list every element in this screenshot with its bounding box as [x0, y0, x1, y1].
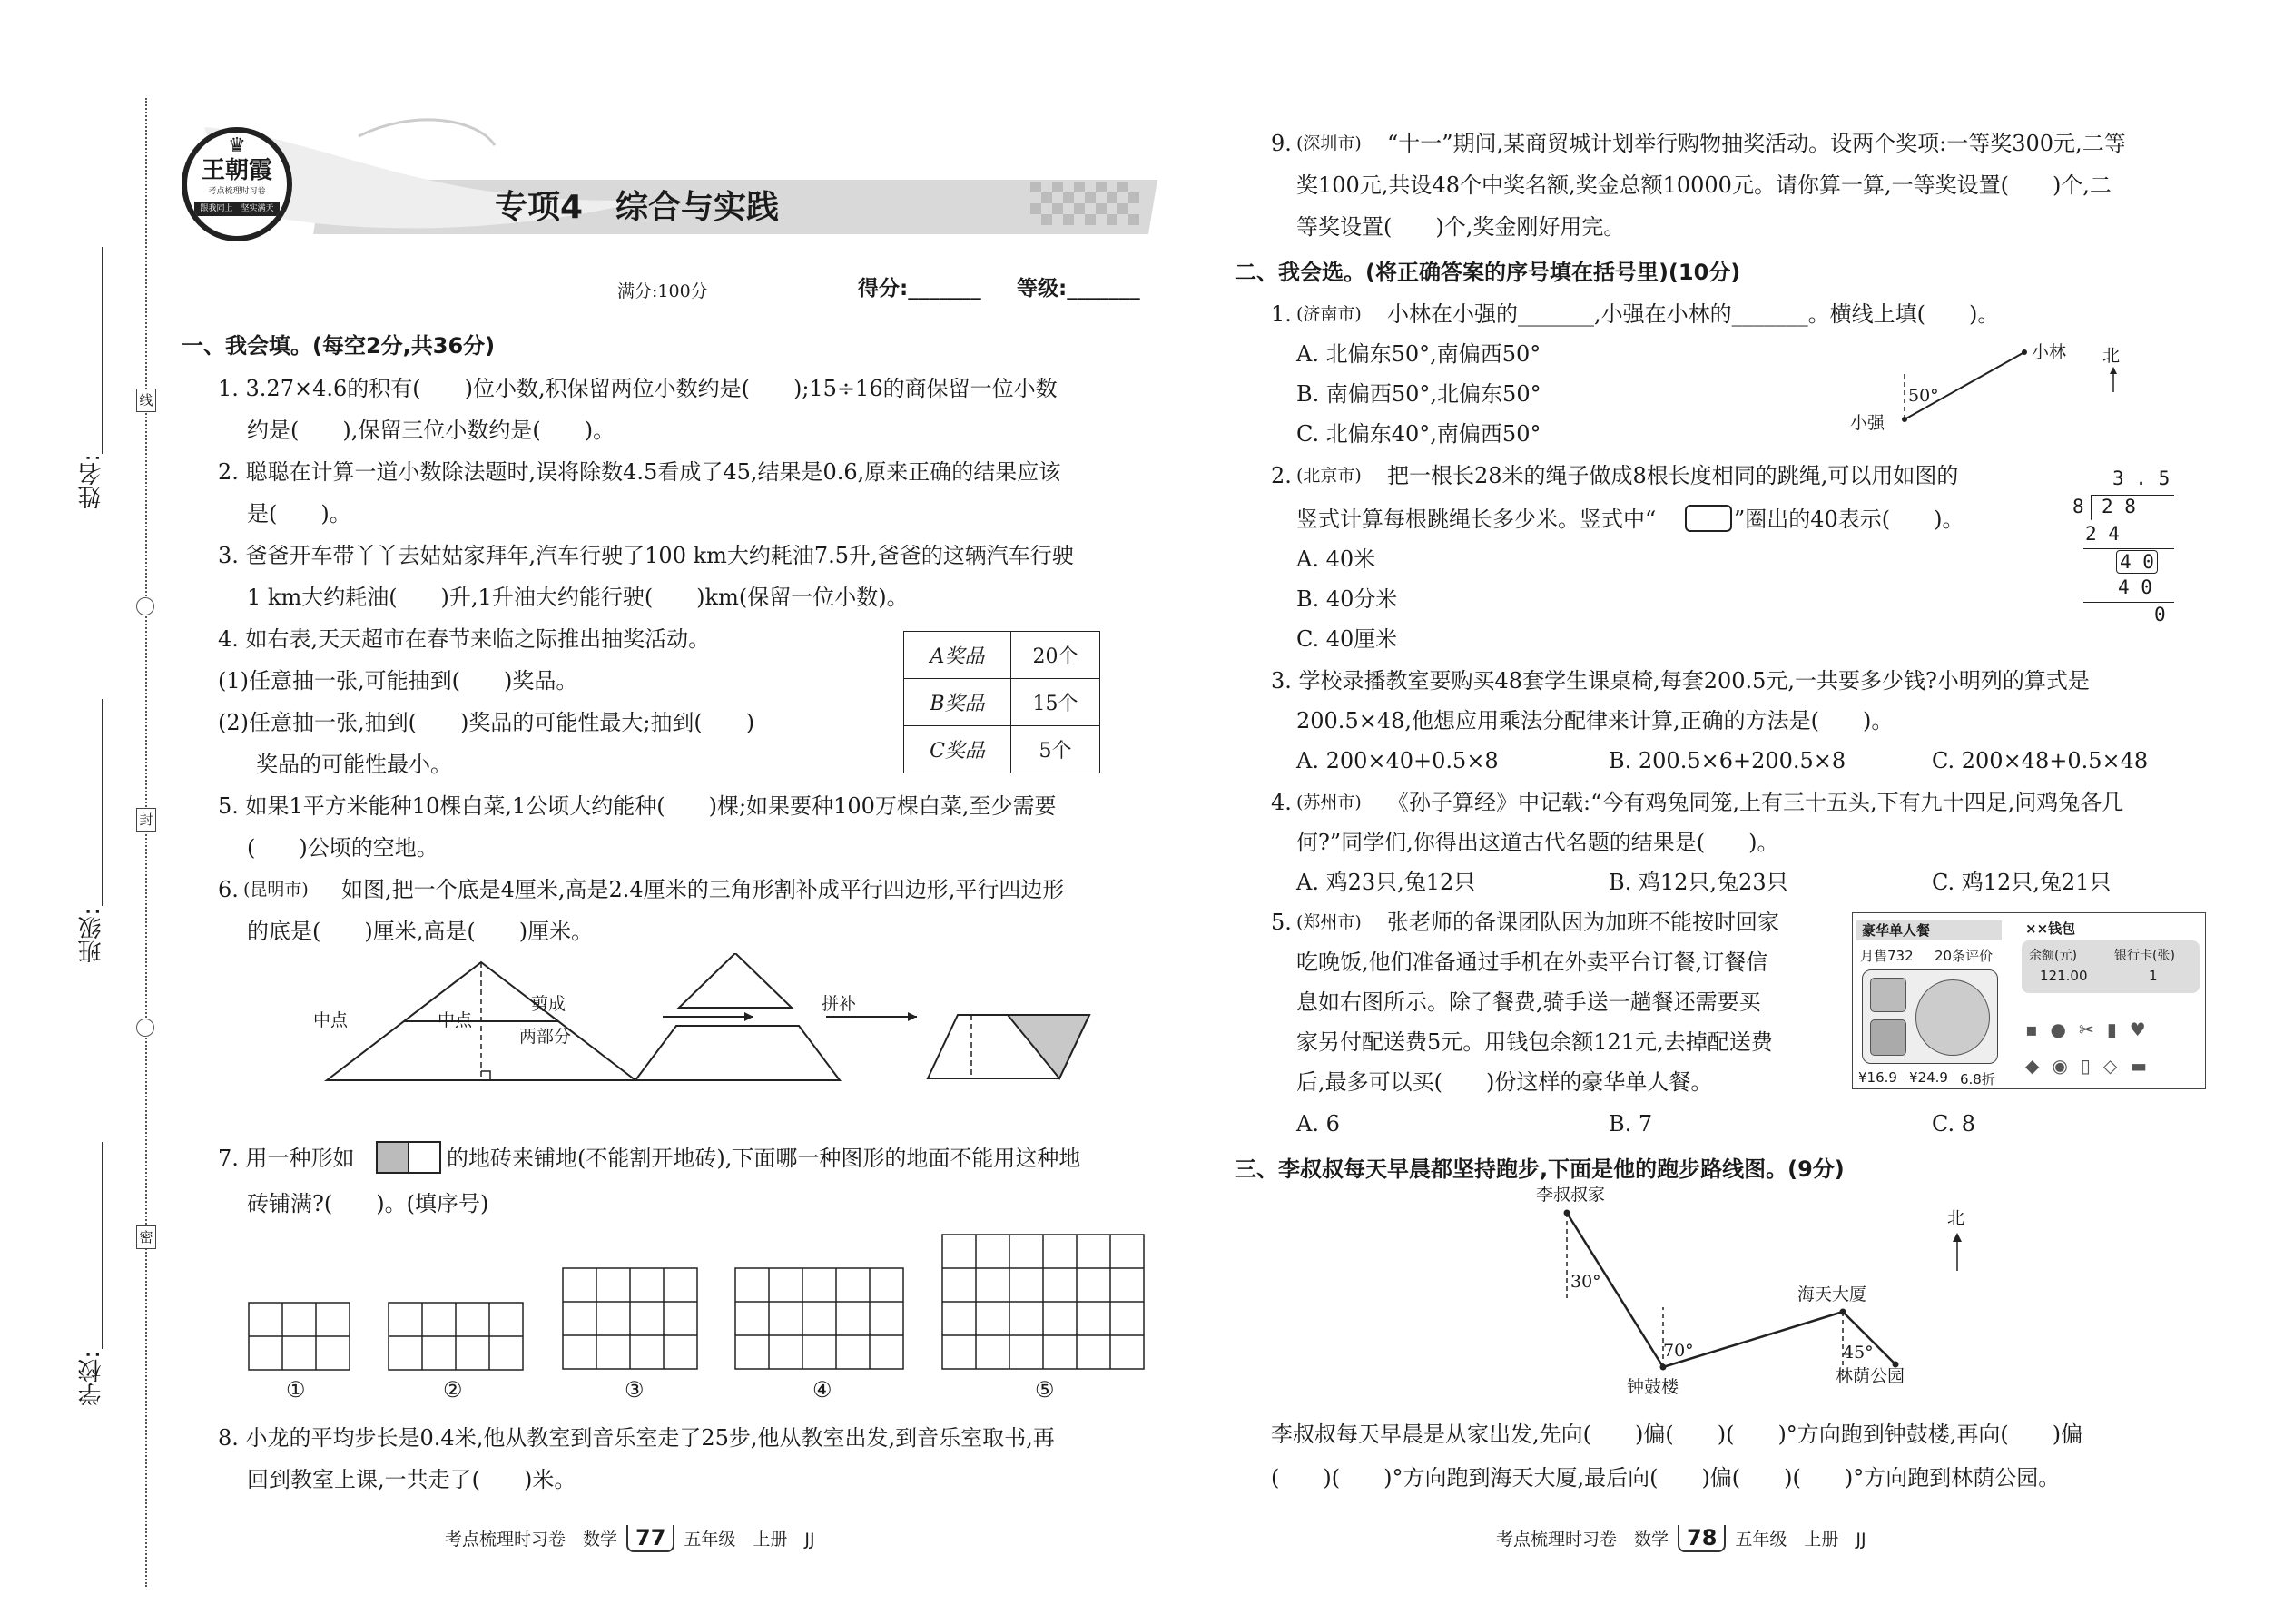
division-zero: 0	[2154, 604, 2166, 625]
section1-title: 一、我会填。(每空2分,共36分)	[182, 333, 496, 359]
q9-line3: 等奖设置( )个,奖金刚好用完。	[1296, 214, 1626, 240]
binding-dotted-line	[145, 98, 147, 1587]
q9-region-tag: (深圳市)	[1296, 133, 1362, 153]
s2-q5-option-b[interactable]: B. 7	[1609, 1111, 1653, 1137]
s1-q7-line1a: 7. 用一种形如	[218, 1146, 355, 1171]
s1-q6-region-tag: (昆明市)	[243, 880, 309, 900]
map-angle-70: 70°	[1663, 1341, 1694, 1361]
s1-q4-line4: 奖品的可能性最小。	[256, 752, 452, 777]
table-row	[904, 632, 1100, 679]
long-division	[2047, 468, 2183, 631]
s1-q6-line1: 如图,把一个底是4厘米,高是2.4厘米的三角形割补成平行四边形,平行四边形	[341, 877, 1065, 902]
meal-discount: 6.8折	[1960, 1071, 1995, 1088]
q9-number: 9.	[1271, 131, 1292, 156]
map-label-home: 李叔叔家	[1536, 1185, 1606, 1205]
s2-q5-option-a[interactable]: A. 6	[1296, 1111, 1340, 1137]
fig1-label-qiang: 小强	[1850, 413, 1885, 433]
balance-value: 121.00	[2040, 968, 2088, 984]
s2-q2-option-a[interactable]: A. 40米	[1296, 546, 1376, 572]
food-app-screenshot	[1852, 912, 2206, 1089]
s2-q4-option-b[interactable]: B. 鸡12只,兔23只	[1609, 870, 1788, 895]
q9-line1: “十一”期间,某商贸城计划举行购物抽奖活动。设两个奖项:一等奖300元,二等	[1387, 131, 2126, 156]
midpoint-label-right: 中点	[438, 1010, 473, 1030]
s3-answer-line2: ( )( )°方向跑到海天大厦,最后向( )偏( )( )°方向跑到林荫公园。	[1271, 1465, 2061, 1491]
map-north: 北	[1947, 1208, 1965, 1228]
grid-label-2: ②	[443, 1377, 463, 1403]
division-dividend: 2 8	[2102, 496, 2136, 517]
s1-q5-line2: ( )公顷的空地。	[247, 835, 438, 861]
s2-q5-region-tag: (郑州市)	[1296, 912, 1362, 932]
s1-q1-line1: 1. 3.27×4.6的积有( )位小数,积保留两位小数约是( );15÷16的商保留一位小数	[218, 376, 1058, 401]
midpoint-label-left: 中点	[313, 1010, 349, 1030]
map-label-park: 林荫公园	[1836, 1366, 1905, 1386]
logo-ribbon: 跟我同上 坚实满天	[194, 202, 280, 216]
s1-q2-line1: 2. 聪聪在计算一道小数除法题时,误将除数4.5看成了45,结果是0.6,原来正确的结果应该	[218, 459, 1061, 485]
logo-badge	[182, 127, 292, 241]
s1-q4-line3: (2)任意抽一张,抽到( )奖品的可能性最大;抽到( )	[218, 710, 755, 735]
side-mark-seal: 封	[136, 808, 156, 832]
table-row	[904, 679, 1100, 726]
fig1-north: 北	[2102, 346, 2121, 366]
s2-q1-option-a[interactable]: A. 北偏东50°,南偏西50°	[1296, 341, 1541, 367]
card-label: 银行卡(张)	[2114, 949, 2175, 963]
tile-grids	[245, 1230, 1153, 1384]
s2-q2-option-c[interactable]: C. 40厘米	[1296, 626, 1398, 652]
s2-q2-region-tag: (北京市)	[1296, 466, 1362, 486]
page-number-right: 78	[1678, 1525, 1726, 1552]
tile-icon	[376, 1141, 441, 1174]
wallet-title: ××钱包	[2025, 920, 2076, 937]
s2-q5-line3: 息如右图所示。除了餐费,骑手送一趟餐还需要买	[1296, 989, 1761, 1015]
meal-sold: 月售732	[1860, 948, 1914, 964]
s1-q6-line2: 的底是( )厘米,高是( )厘米。	[247, 919, 594, 944]
page-number-left: 77	[626, 1525, 674, 1552]
footer-left	[445, 1525, 815, 1552]
s2-q2-option-b[interactable]: B. 40分米	[1296, 586, 1398, 612]
logo-text: 王朝霞	[201, 157, 272, 184]
map-label-bell-tower: 钟鼓楼	[1627, 1377, 1679, 1397]
s2-q2-line2a: 竖式计算每根跳绳长多少米。竖式中“	[1296, 507, 1657, 532]
s2-q5-line2: 吃晚饭,他们准备通过手机在外卖平台订餐,订餐信	[1296, 950, 1768, 975]
s2-q1-option-b[interactable]: B. 南偏西50°,北偏东50°	[1296, 381, 1541, 407]
prize-name: A奖品	[904, 632, 1011, 679]
prize-table	[903, 631, 1100, 773]
running-route-map	[1543, 1198, 2015, 1380]
s2-q1-number: 1.	[1271, 301, 1292, 327]
s2-q3-line2: 200.5×48,他想应用乘法分配律来计算,正确的方法是( )。	[1296, 708, 1894, 733]
full-score: 满分:100分	[617, 281, 708, 301]
table-row	[904, 726, 1100, 773]
footer-left-grade: 五年级 上册 JJ	[684, 1530, 815, 1550]
page-title: 专项4 综合与实践	[495, 189, 780, 226]
s1-q1-line2: 约是( ),保留三位小数约是( )。	[247, 418, 615, 443]
s2-q3-line1: 3. 学校录播教室要购买48套学生课桌椅,每套200.5元,一共要多少钱?小明列的算式是	[1271, 668, 2090, 694]
s1-q8-line2: 回到教室上课,一共走了( )米。	[247, 1467, 576, 1492]
footer-right	[1496, 1525, 1866, 1552]
side-mark-line: 线	[136, 389, 156, 412]
binding-hole-2	[136, 1019, 154, 1037]
s1-q5-line1: 5. 如果1平方米能种10棵白菜,1公顷大约能种( )棵;如果要种100万棵白菜,至少需要	[218, 793, 1057, 819]
s2-q2-line2b: ”圈出的40表示( )。	[1734, 507, 1964, 532]
fig1-angle: 50°	[1908, 386, 1939, 406]
logo-crown-icon: ♛	[228, 134, 246, 157]
logo-subtitle: 考点梳理时习卷	[208, 187, 266, 196]
meal-old-price: ¥24.9	[1909, 1069, 1948, 1086]
name-label: 姓名:	[78, 454, 105, 509]
score-field[interactable]: 得分:_______	[858, 277, 981, 300]
balance-label: 余额(元)	[2029, 949, 2077, 963]
s1-q6-number: 6.	[218, 877, 239, 902]
cut-label: 剪成	[531, 994, 566, 1014]
prize-name: B奖品	[904, 679, 1011, 726]
section3-title: 三、李叔叔每天早晨都坚持跑步,下面是他的跑步路线图。(9分)	[1235, 1156, 1845, 1182]
division-sub1: 2 4	[2085, 523, 2120, 545]
q9-line2: 奖100元,共设48个中奖名额,奖金总额10000元。请你算一算,一等奖设置( )个,二	[1296, 172, 2112, 198]
grid-label-1: ①	[286, 1377, 306, 1403]
prize-count: 15个	[1011, 679, 1100, 726]
s2-q5-option-c[interactable]: C. 8	[1932, 1111, 1976, 1137]
s2-q3-option-a[interactable]: A. 200×40+0.5×8	[1296, 748, 1499, 773]
s2-q1-option-c[interactable]: C. 北偏东40°,南偏西50°	[1296, 421, 1541, 447]
class-label: 班级:	[78, 908, 105, 963]
grid-label-3: ③	[625, 1377, 645, 1403]
meal-reviews: 20条评价	[1935, 948, 1994, 964]
s1-q3-line1: 3. 爸爸开车带丫丫去姑姑家拜年,汽车行驶了100 km大约耗油7.5升,爸爸的这辆汽车行驶	[218, 543, 1074, 568]
s2-q4-option-a[interactable]: A. 鸡23只,兔12只	[1296, 870, 1476, 895]
circled-box-icon	[1685, 505, 1732, 532]
class-field-line[interactable]	[102, 699, 103, 906]
map-label-haitian: 海天大厦	[1797, 1284, 1867, 1304]
meal-image	[1862, 969, 1998, 1064]
school-label: 学校:	[78, 1351, 105, 1406]
s2-q5-line4: 家另付配送费5元。用钱包余额121元,去掉配送费	[1296, 1029, 1773, 1055]
s2-q1-text: 小林在小强的_______,小强在小林的_______。横线上填( )。	[1387, 301, 2000, 327]
name-field-line[interactable]	[102, 247, 103, 454]
s2-q1-region-tag: (济南市)	[1296, 304, 1362, 324]
s2-q2-line1: 把一根长28米的绳子做成8根长度相同的跳绳,可以用如图的	[1387, 463, 1959, 488]
s2-q3-option-c[interactable]: C. 200×48+0.5×48	[1932, 748, 2149, 773]
grade-field[interactable]: 等级:_______	[1017, 277, 1140, 300]
division-quotient: 3 . 5	[2112, 468, 2171, 489]
map-angle-45: 45°	[1843, 1343, 1874, 1363]
footer-right-book: 考点梳理时习卷 数学	[1496, 1530, 1669, 1550]
s2-q5-number: 5.	[1271, 910, 1292, 935]
s1-q2-line2: 是( )。	[247, 501, 351, 527]
s2-q5-line1: 张老师的备课团队因为加班不能按时回家	[1387, 910, 1779, 935]
s2-q4-option-c[interactable]: C. 鸡12只,兔21只	[1932, 870, 2112, 895]
card-value: 1	[2149, 968, 2158, 984]
s1-q4-line1: 4. 如右表,天天超市在春节来临之际推出抽奖活动。	[218, 626, 711, 652]
prize-name: C奖品	[904, 726, 1011, 773]
map-angle-30: 30°	[1570, 1272, 1601, 1292]
footer-left-book: 考点梳理时习卷 数学	[445, 1530, 618, 1550]
s1-q3-line2: 1 km大约耗油( )升,1升油大约能行驶( )km(保留一位小数)。	[247, 585, 909, 610]
s2-q4-region-tag: (苏州市)	[1296, 792, 1362, 812]
grid-label-4: ④	[812, 1377, 832, 1403]
s2-q4-line2: 何?”同学们,你得出这道古代名题的结果是( )。	[1296, 830, 1779, 855]
prize-count: 20个	[1011, 632, 1100, 679]
two-parts-label: 两部分	[519, 1027, 572, 1047]
s1-q7-line2: 砖铺满?( )。(填序号)	[247, 1191, 489, 1216]
s3-answer-line1: 李叔叔每天早晨是从家出发,先向( )偏( )( )°方向跑到钟鼓楼,再向( )偏	[1271, 1422, 2083, 1447]
prize-count: 5个	[1011, 726, 1100, 773]
meal-title: 豪华单人餐	[1856, 920, 2002, 940]
binding-hole-1	[136, 597, 154, 615]
meal-price: ¥16.9	[1858, 1069, 1897, 1086]
s2-q3-option-b[interactable]: B. 200.5×6+200.5×8	[1609, 748, 1846, 773]
wallet-panel	[2022, 940, 2200, 993]
s1-q4-line2: (1)任意抽一张,可能抽到( )奖品。	[218, 668, 578, 694]
s1-q8-line1: 8. 小龙的平均步长是0.4米,他从教室到音乐室走了25步,他从教室出发,到音乐室取书,再	[218, 1425, 1055, 1451]
patch-label: 拼补	[822, 994, 857, 1014]
s2-q4-number: 4.	[1271, 790, 1292, 815]
division-rem: 4 0	[2116, 550, 2158, 574]
triangle-cut-figure	[300, 953, 1117, 1098]
s1-q7-line1b: 的地砖来铺地(不能割开地砖),下面哪一种图形的地面不能用这种地	[447, 1146, 1081, 1171]
s2-q2-number: 2.	[1271, 463, 1292, 488]
s2-q5-line5: 后,最多可以买( )份这样的豪华单人餐。	[1296, 1069, 1713, 1095]
footer-right-grade: 五年级 上册 JJ	[1735, 1530, 1866, 1550]
grid-label-5: ⑤	[1035, 1377, 1055, 1403]
school-field-line[interactable]	[102, 1142, 103, 1349]
division-sub2: 4 0	[2118, 576, 2152, 598]
s2-q4-line1: 《孙子算经》中记载:“今有鸡兔同笼,上有三十五头,下有九十四足,问鸡兔各几	[1387, 790, 2124, 815]
fig1-label-lin: 小林	[2032, 342, 2067, 362]
section2-title: 二、我会选。(将正确答案的序号填在括号里)(10分)	[1235, 260, 1741, 285]
side-mark-secret: 密	[136, 1225, 156, 1249]
division-divisor: 8	[2072, 496, 2084, 517]
app-icon-grid: ▪●✂▮♥ ◆◉▯◇▬	[2025, 1019, 2161, 1077]
